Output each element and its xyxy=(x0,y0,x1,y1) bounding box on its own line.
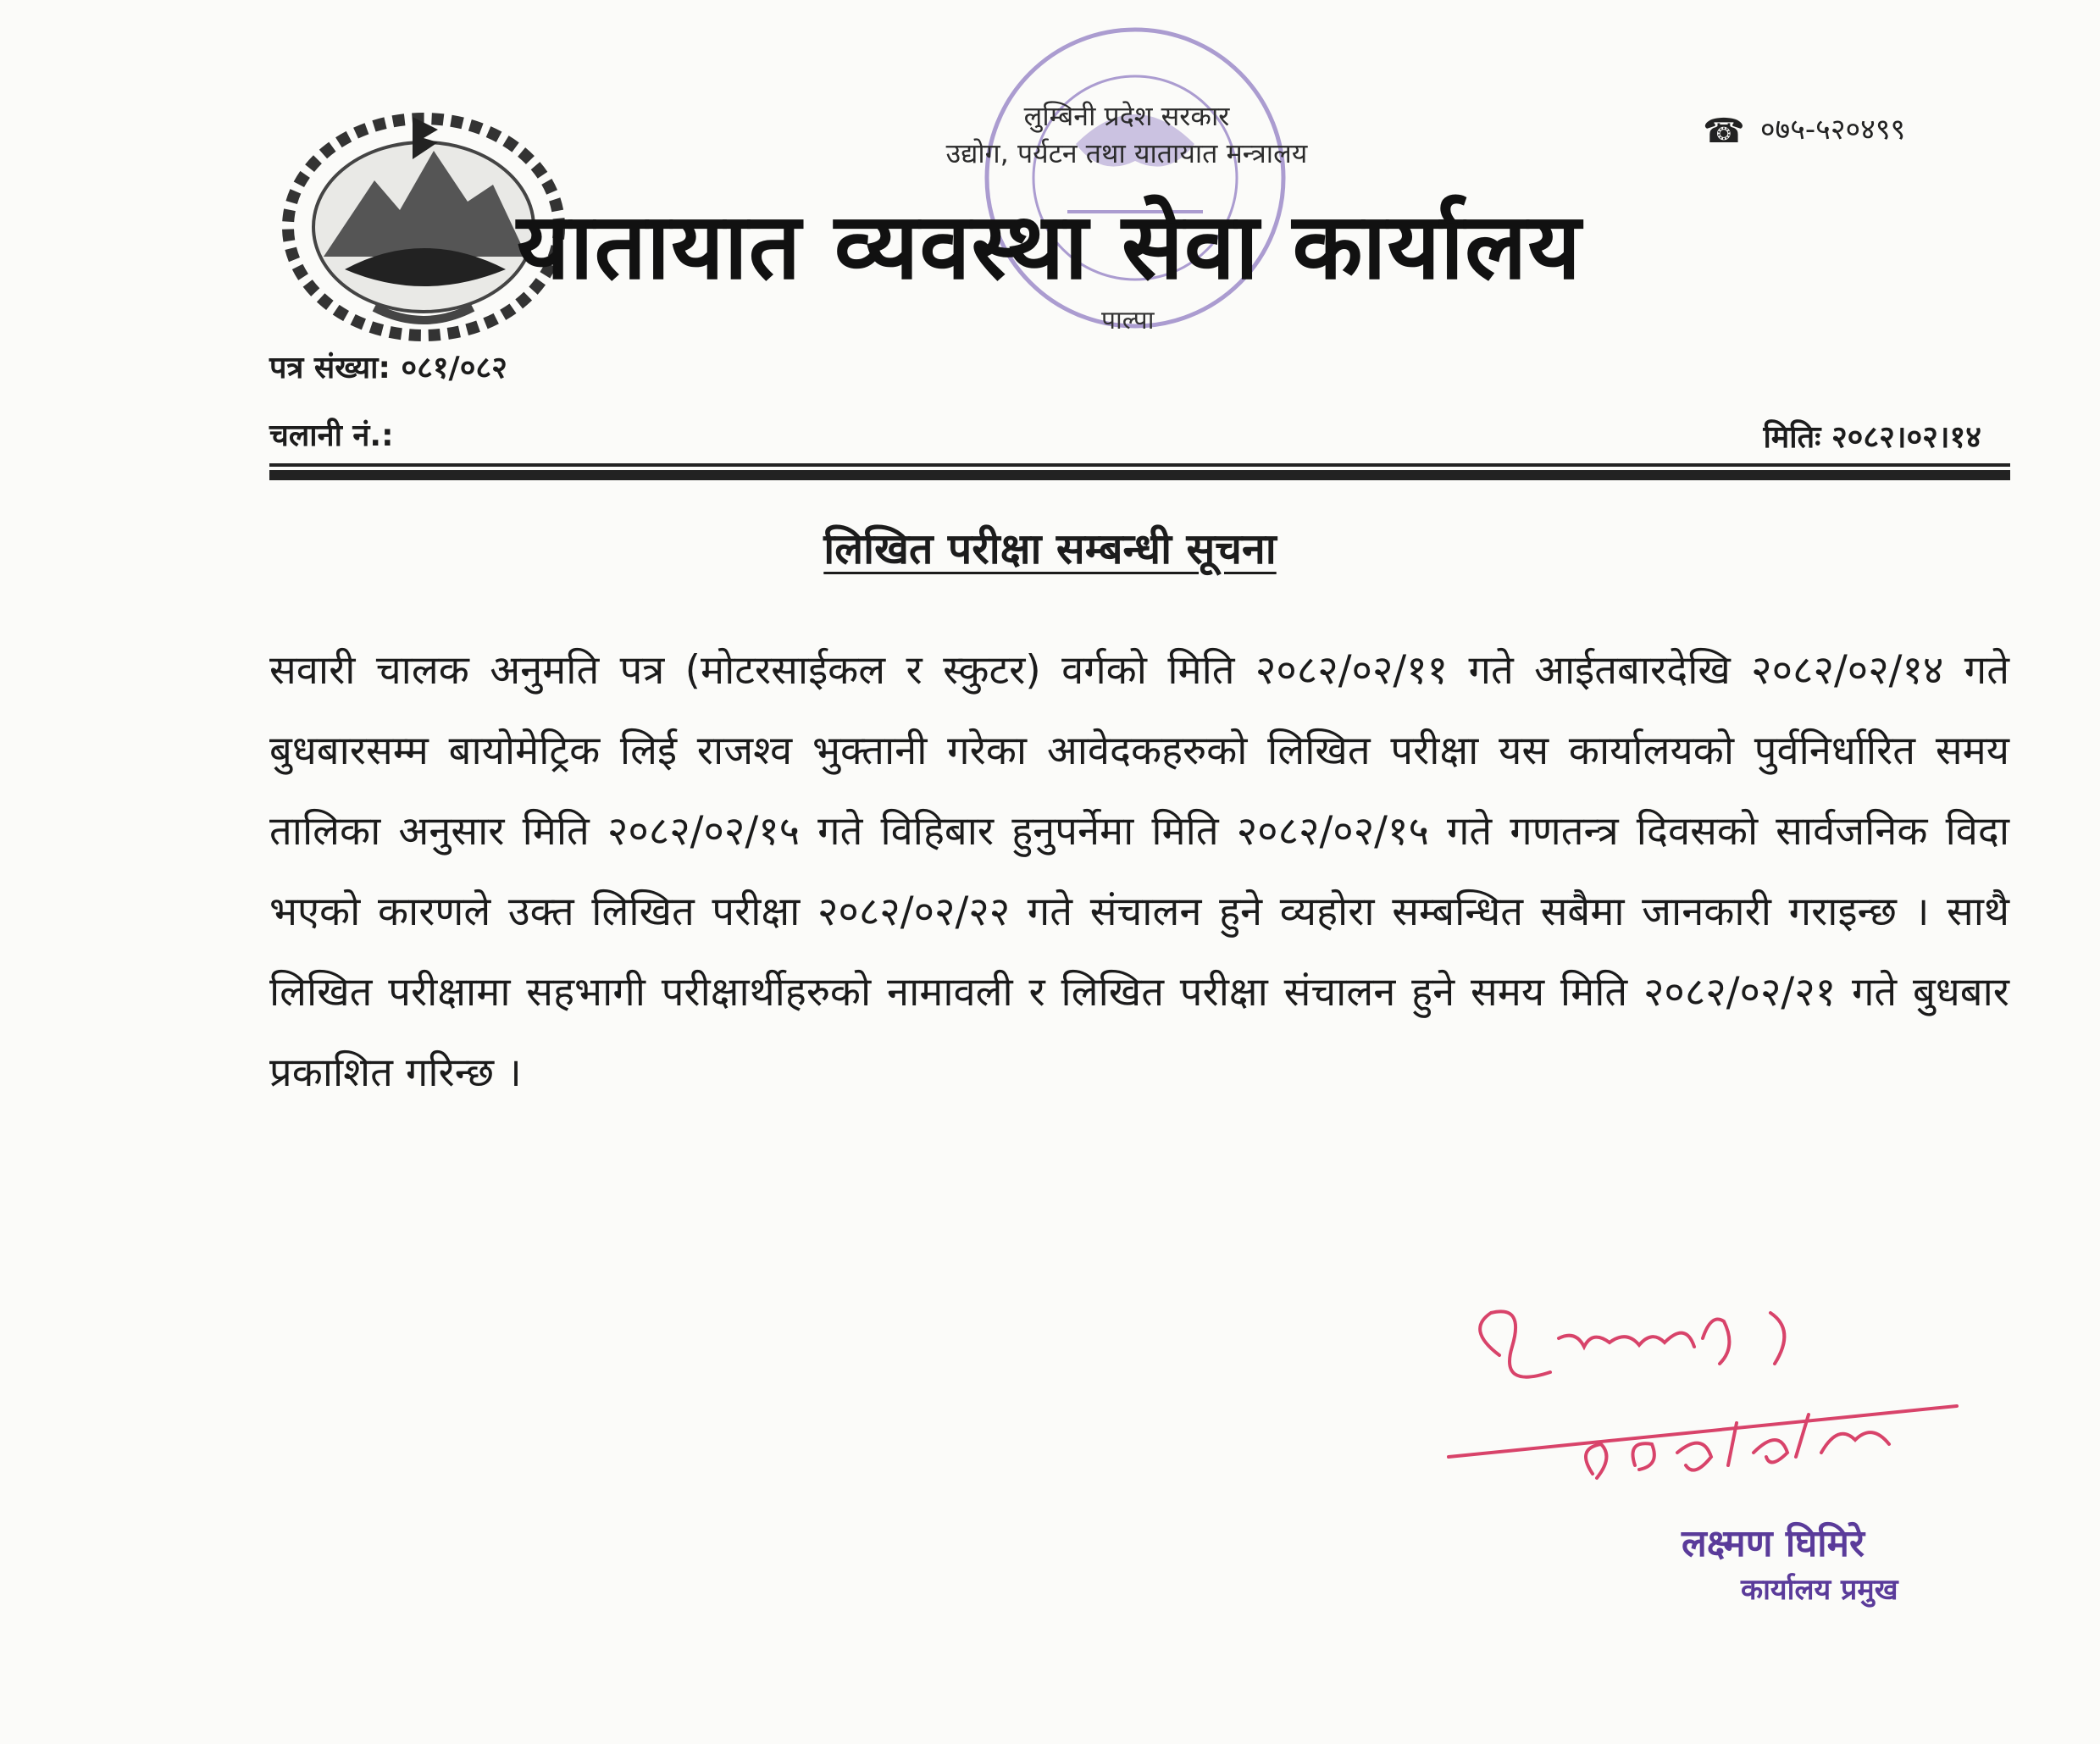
ministry-text: उद्योग, पर्यटन तथा यातायात मन्त्रालय xyxy=(945,137,1308,169)
notice-heading xyxy=(0,518,2100,576)
province-government-text: लुम्बिनी प्रदेश सरकार xyxy=(1023,100,1230,132)
office-name-title: यातायात व्यवस्था सेवा कार्यालय xyxy=(517,194,1582,300)
office-location: पाल्पा xyxy=(1101,306,1155,335)
notice-body: सवारी चालक अनुमति पत्र (मोटरसाईकल र स्कुटर) वर्गको मिति २०८२/०२/११ गते आईतबारदेखि २०८२/०२/१४ गते बुधबारसम्म बायोमेट्रिक लिई राजश्व भुक्तानी गरेका आवेदकहरुको लिखित परीक्षा यस कार्यालयको पुर्वनिर्धारित समय तालिका अनुसार मिति २०८२/०२/१५ गते विहिबार हुनुपर्नेमा मिति २०८२/०२/१५ गते गणतन्त्र दिवसको सार्वजनिक विदा भएको कारणले उक्त लिखित परीक्षा २०८२/०२/२२ गते संचालन हुने व्यहोरा सम्बन्धित सबैमा जानकारी गराइन्छ । साथै लिखित परीक्षामा सहभागी परीक्षार्थीहरुको नामावली र लिखित परीक्षा संचालन हुने समय मिति २०८२/०२/२१ गते बुधबार प्रकाशित गरिन्छ । xyxy=(269,647,2009,1096)
signatory-title: कार्यालय प्रमुख xyxy=(1741,1573,1898,1607)
handwritten-signature xyxy=(1432,1296,2016,1516)
dispatch-number: चलानी नं.: xyxy=(269,418,394,453)
letter-date: मितिः २०८२।०२।१४ xyxy=(1763,420,1981,455)
letter-number: पत्र संख्या: ०८१/०८२ xyxy=(269,351,507,385)
notice-heading-text: लिखित परीक्षा सम्बन्धी सूचना xyxy=(823,524,1277,573)
telephone-icon: ☎ xyxy=(1703,112,1745,151)
phone-number-row xyxy=(1703,108,1905,151)
ministry-header xyxy=(830,97,1423,172)
signatory-name: लक्ष्मण घिमिरे xyxy=(1682,1522,1865,1565)
phone-number: ०७५-५२०४९९ xyxy=(1759,113,1906,147)
header-divider xyxy=(269,462,2010,482)
